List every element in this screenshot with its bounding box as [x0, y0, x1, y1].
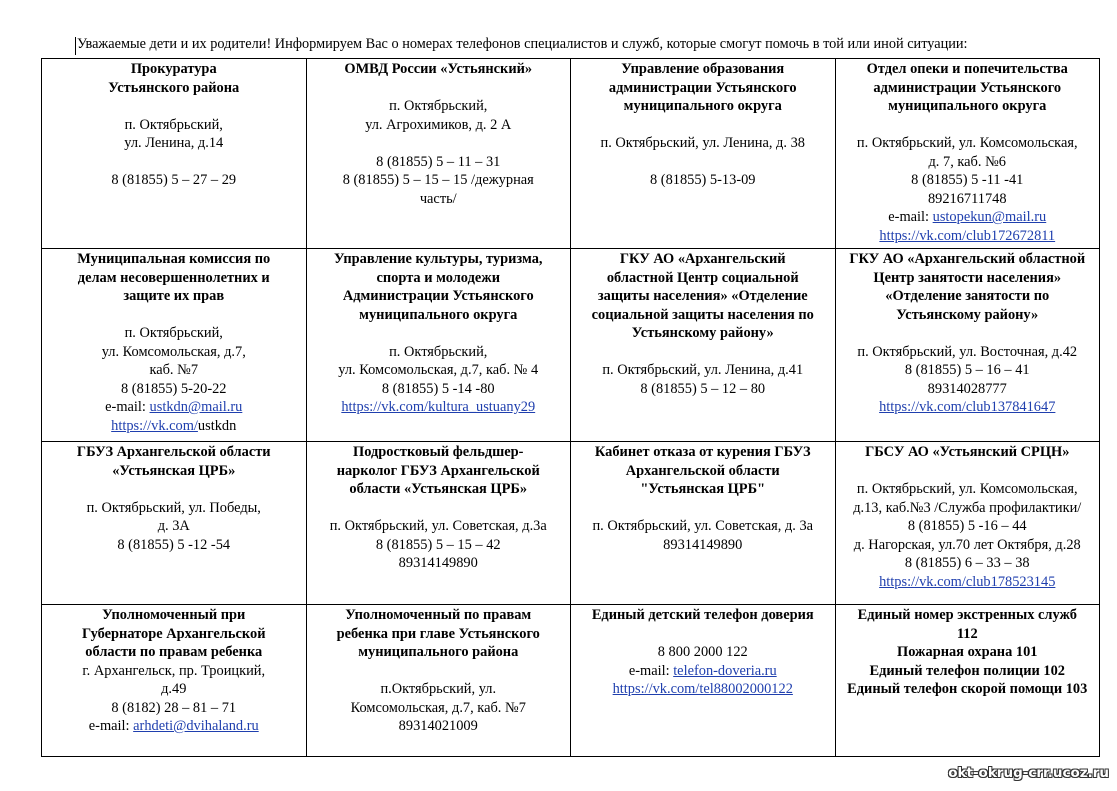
cell-title-line: Губернаторе Архангельской	[82, 625, 266, 642]
cell-upolnomochenny-gubernator	[42, 605, 307, 757]
cell-title-line: ГБСУ АО «Устьянский СРЦН»	[865, 444, 1070, 460]
cell-obrazovanie	[571, 59, 836, 249]
cell-kultura	[306, 249, 571, 442]
phone-line: 8 (81855) 5 – 27 – 29	[111, 172, 237, 188]
address-line: д.13, каб.№3 /Служба профилактики/	[853, 499, 1082, 516]
phone-line: 8 (81855) 5 -16 – 44	[907, 518, 1027, 534]
cell-srcn	[835, 442, 1100, 605]
phone-line: 8 (8182) 28 – 81 – 71	[111, 699, 237, 716]
cell-title-line: социальной защиты населения по	[591, 306, 814, 323]
table-row	[42, 59, 1100, 249]
cell-title-line: Единый телефон скорой помощи 103	[847, 681, 1088, 697]
cell-title-line: Отдел опеки и попечительства	[866, 61, 1068, 77]
address-line: д. 3А	[157, 518, 190, 534]
phone-line: 8 800 2000 122	[657, 644, 748, 660]
email-label: e-mail:	[628, 662, 674, 679]
watermark: okt-okrug-crr.ucoz.ru	[948, 765, 1109, 781]
cell-szn	[571, 249, 836, 442]
table-row	[42, 442, 1100, 605]
address-line: д. 7, каб. №6	[928, 153, 1006, 170]
address-line: ул. Агрохимиков, д. 2 А	[365, 116, 512, 133]
cell-title-line: Управление культуры, туризма,	[334, 251, 543, 267]
cell-title-line: защиты населения» «Отделение	[597, 288, 808, 304]
cell-title-line: Кабинет отказа от курения ГБУЗ	[594, 444, 811, 460]
phone-line: 8 (81855) 6 – 33 – 38	[904, 555, 1030, 571]
cell-title-line: Подростковый фельдшер-	[353, 444, 524, 460]
cell-title-line: администрации Устьянского	[608, 79, 797, 96]
table-row	[42, 605, 1100, 757]
cell-title-line: Пожарная охрана 101	[897, 644, 1038, 660]
address-line: п.Октябрьский, ул.	[380, 681, 497, 697]
email-label: e-mail:	[105, 399, 150, 415]
address-line: п. Октябрьский, ул. Комсомольская,	[856, 481, 1078, 497]
cell-title-line: Муниципальная комиссия по	[77, 251, 271, 267]
phone-line: 89314028777	[927, 380, 1007, 397]
email-link[interactable]: ustkdn@mail.ru	[149, 399, 243, 415]
vk-link[interactable]: https://vk.com/club172672811	[879, 227, 1056, 244]
email-link[interactable]: telefon-doveria.ru	[673, 662, 777, 679]
phone-line: 8 (81855) 5 – 15 – 15 /дежурная	[342, 172, 534, 188]
address-line: п. Октябрьский, ул. Ленина, д.41	[602, 362, 804, 378]
vk-link[interactable]: https://vk.com/	[111, 417, 198, 434]
phone-line: 89314021009	[398, 718, 478, 734]
email-link[interactable]: ustopekun@mail.ru	[932, 209, 1047, 225]
vk-link-suffix: ustkdn	[197, 417, 237, 434]
address-line: ул. Комсомольская, д.7, каб. № 4	[338, 362, 539, 378]
phone-line: 8 (81855) 5 -11 -41	[911, 172, 1024, 188]
intro-text: Уважаемые дети и их родители! Информируем Вас о номерах телефонов специалистов и служб, которые смогут помочь в той или иной ситуации:	[77, 36, 968, 52]
address-line: п. Октябрьский,	[124, 116, 223, 133]
cell-crb	[42, 442, 307, 605]
cell-title-line: нарколог ГБУЗ Архангельской	[336, 462, 540, 479]
cell-title-line: ОМВД России «Устьянский»	[344, 61, 533, 77]
cell-title-line: защите их прав	[123, 288, 225, 304]
cell-title-line: Устьянскому району»	[896, 306, 1039, 323]
address-line: п. Октябрьский,	[124, 325, 223, 341]
cell-title-line: делам несовершеннолетних и	[77, 269, 270, 286]
email-label: e-mail:	[888, 209, 933, 225]
email-link[interactable]: arhdeti@dvihaland.ru	[133, 718, 259, 734]
cell-telefon-doveria	[571, 605, 836, 757]
cell-title-line: ГКУ АО «Архангельский областной	[849, 251, 1086, 267]
cell-title-line: 112	[956, 625, 978, 642]
table-row	[42, 249, 1100, 442]
address-line: п. Октябрьский, ул. Комсомольская,	[856, 135, 1078, 151]
cell-title-line: Устьянского района	[108, 79, 240, 96]
email-label: e-mail:	[88, 718, 134, 734]
address-line: п. Октябрьский, ул. Ленина, д. 38	[600, 135, 805, 151]
phone-line: 89216711748	[927, 190, 1007, 207]
phone-line: 8 (81855) 5 – 15 – 42	[375, 536, 501, 553]
cell-title-line: Администрации Устьянского	[342, 288, 534, 304]
cell-title-line: Прокуратура	[130, 61, 217, 77]
address-line: ул. Комсомольская, д.7,	[101, 343, 246, 360]
cell-title-line: Уполномоченный при	[102, 607, 246, 623]
cell-title-line: ГКУ АО «Архангельский	[619, 251, 786, 267]
cell-opeka	[835, 59, 1100, 249]
address-line: Комсомольская, д.7, каб. №7	[350, 699, 526, 716]
address-line: г. Архангельск, пр. Троицкий,	[82, 662, 266, 679]
cell-title-line: муниципального района	[358, 644, 519, 660]
cell-upolnomochenny-rayon	[306, 605, 571, 757]
cell-kdn	[42, 249, 307, 442]
cell-title-line: муниципального округа	[359, 306, 518, 323]
cell-title-line: Центр занятости населения»	[873, 269, 1062, 286]
cell-title-line: Устьянскому району»	[631, 325, 774, 341]
address-line: п. Октябрьский, ул. Победы,	[86, 499, 261, 516]
vk-link[interactable]: https://vk.com/kultura_ustuany29	[341, 399, 536, 415]
address-line: д.49	[161, 681, 187, 697]
address-line: п. Октябрьский,	[389, 343, 488, 360]
cell-omvd	[306, 59, 571, 249]
cell-title-line: "Устьянская ЦРБ"	[640, 481, 766, 497]
cell-title-line: ребенка при главе Устьянского	[336, 625, 540, 642]
phone-line: 8 (81855) 5 -12 -54	[117, 536, 231, 553]
cell-title-line: Управление образования	[621, 61, 785, 77]
cell-title-line: муниципального округа	[623, 98, 782, 114]
vk-link[interactable]: https://vk.com/tel88002000122	[612, 681, 793, 697]
cell-kurenie	[571, 442, 836, 605]
cell-title-line: «Устьянская ЦРБ»	[112, 462, 236, 479]
phone-line: 8 (81855) 5 – 11 – 31	[376, 153, 501, 170]
address-line: п. Октябрьский, ул. Восточная, д.42	[857, 343, 1078, 360]
cell-title-line: области по правам ребенка	[85, 644, 263, 660]
cell-title-line: областной Центр социальной	[606, 269, 799, 286]
cell-title-line: Единый детский телефон доверия	[591, 607, 814, 623]
cell-title-line: Уполномоченный по правам	[345, 607, 532, 623]
cell-title-line: «Отделение занятости по	[885, 288, 1050, 304]
cell-title-line: ГБУЗ Архангельской области	[76, 444, 271, 460]
address-line: ул. Ленина, д.14	[124, 135, 224, 151]
cell-prokuratura	[42, 59, 307, 249]
cell-title-line: Единый телефон полиции 102	[869, 662, 1065, 679]
cell-title-line: администрации Устьянского	[873, 79, 1062, 96]
phone-line: 8 (81855) 5-20-22	[120, 380, 227, 397]
phone-line: часть/	[419, 190, 457, 207]
contacts-table	[41, 58, 1100, 757]
phone-line: 8 (81855) 5 -14 -80	[381, 380, 495, 397]
address-line: п. Октябрьский, ул. Советская, д. 3а	[592, 518, 814, 534]
cell-title-line: Архангельской области	[625, 462, 780, 479]
phone-line: 8 (81855) 5 – 12 – 80	[640, 380, 766, 397]
cell-title-line: области «Устьянская ЦРБ»	[349, 481, 528, 497]
address-line: п. Октябрьский, ул. Советская, д.3а	[329, 518, 547, 534]
cell-title-line: Единый номер экстренных служб	[857, 607, 1077, 623]
cell-feldsher	[306, 442, 571, 605]
vk-link[interactable]: https://vk.com/club178523145	[879, 573, 1056, 590]
phone-line: 89314149890	[398, 555, 478, 571]
cell-czn	[835, 249, 1100, 442]
phone-line: 8 (81855) 5-13-09	[649, 172, 756, 188]
cell-title-line: спорта и молодежи	[376, 269, 500, 286]
address-line: д. Нагорская, ул.70 лет Октября, д.28	[853, 536, 1081, 553]
cell-ekstrennye	[835, 605, 1100, 757]
cell-title-line: муниципального округа	[888, 98, 1047, 114]
phone-line: 8 (81855) 5 – 16 – 41	[904, 362, 1030, 378]
address-line: каб. №7	[149, 362, 199, 378]
vk-link[interactable]: https://vk.com/club137841647	[879, 399, 1056, 415]
phone-line: 89314149890	[663, 536, 743, 553]
address-line: п. Октябрьский,	[389, 98, 488, 114]
